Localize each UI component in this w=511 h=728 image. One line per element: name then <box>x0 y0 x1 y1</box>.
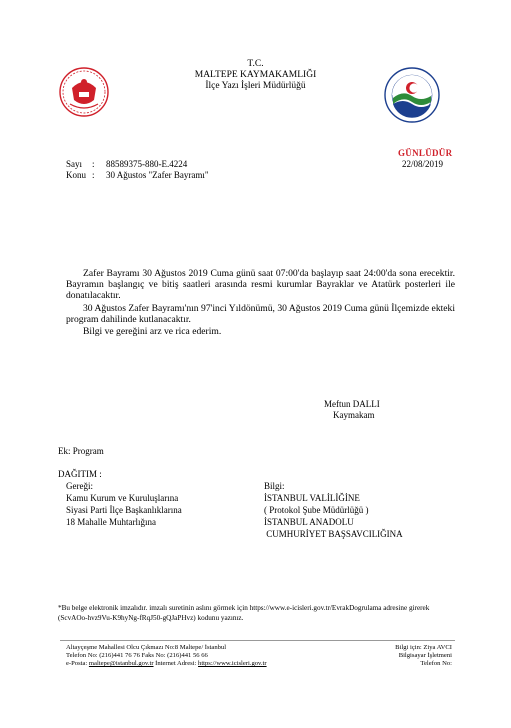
bilgi-item-4: CUMHURİYET BAŞSAVCILIĞINA <box>264 529 403 539</box>
gerekli-item-3: 18 Mahalle Muhtarlığına <box>66 517 156 527</box>
sayi-value: 88589375-880-E.4224 <box>106 159 188 169</box>
footer-email-link[interactable]: maltepe@istanbul.gov.tr <box>88 660 154 667</box>
footer-tel-label: Telefon No: <box>420 660 452 667</box>
attachment-label: Ek: Program <box>58 446 104 456</box>
bilgi-item-3: İSTANBUL ANADOLU <box>264 517 354 527</box>
sayi-label: Sayı <box>66 159 83 169</box>
footer-address: Altayçeşme Mahallesi Olcu Çıkmazı No:8 Maltepe/ İstanbul <box>66 644 227 651</box>
footer-phone: Telefon No: (216)441 76 76 Faks No: (216)441 56 66 <box>66 652 208 659</box>
paragraph-1-text: Zafer Bayramı 30 Ağustos 2019 Cuma günü saat 07:00'da başlayıp saat 24:00'da sona erecektir. Bayramın başlangıç ve bitiş saatleri arasında resmi kurumlar Bayraklar ve Atatürk posterleri ile donatılacaktır. <box>66 268 455 301</box>
gerekli-item-1: Kamu Kurum ve Kuruluşlarına <box>66 493 179 503</box>
distribution-title: DAĞITIM : <box>58 469 102 479</box>
gerekli-item-2: Siyasi Parti İlçe Başkanlıklarına <box>66 505 182 515</box>
bilgi-item-1: İSTANBUL VALİLİĞİNE <box>264 493 360 503</box>
signatory-name: Meftun DALLI <box>324 399 380 409</box>
footer-divider <box>60 640 455 641</box>
bilgi-item-2: ( Protokol Şube Müdürlüğü ) <box>264 505 369 515</box>
konu-value: 30 Ağustos "Zafer Bayramı" <box>106 170 209 180</box>
document-date: 22/08/2019 <box>402 159 444 169</box>
footer-web-link[interactable]: https://www.icisleri.gov.tr <box>198 660 267 667</box>
footer-contact-line <box>66 660 267 668</box>
body-paragraph-1 <box>66 268 455 301</box>
footer-department: Bilgisayar İşletmeni <box>398 652 452 659</box>
footer-email-prefix: e-Posta: <box>66 660 88 667</box>
konu-label: Konu <box>66 170 86 180</box>
konu-separator: : <box>92 170 95 180</box>
sayi-separator: : <box>92 159 95 169</box>
header-department: İlçe Yazı İşleri Müdürlüğü <box>205 81 306 91</box>
header-tc: T.C. <box>247 59 264 69</box>
footer-web-prefix: İnternet Adresi: <box>155 660 197 667</box>
urgency-label: GÜNLÜDÜR <box>398 148 453 158</box>
paragraph-2-text: 30 Ağustos Zafer Bayramı'nın 97'inci Yıldönümü, 30 Ağustos 2019 Cuma günü İlçemizde ekteki program dahilinde kutlanacaktır. <box>66 303 455 325</box>
esign-note: *Bu belge elektronik imzalıdır. imzalı suretinin aslını görmek için https://www.e-icisleri.gov.tr/EvrakDogrulama adresine girerek (ScvAOo-hvz9Vu-K9hyNg-fRqJ50-gQJaPHvz) kodunu yazınız. <box>58 604 430 622</box>
body-paragraph-2 <box>66 303 455 325</box>
body-paragraph-3: Bilgi ve gereğini arz ve rica ederim. <box>83 326 222 337</box>
gerekli-label: Gereği: <box>66 481 93 491</box>
footer-contact-person: Bilgi için: Ziya AVCI <box>395 644 452 651</box>
signatory-title: Kaymakam <box>333 410 375 420</box>
bilgi-label: Bilgi: <box>264 481 285 491</box>
header-institution: MALTEPE KAYMAKAMLIĞI <box>194 70 317 80</box>
